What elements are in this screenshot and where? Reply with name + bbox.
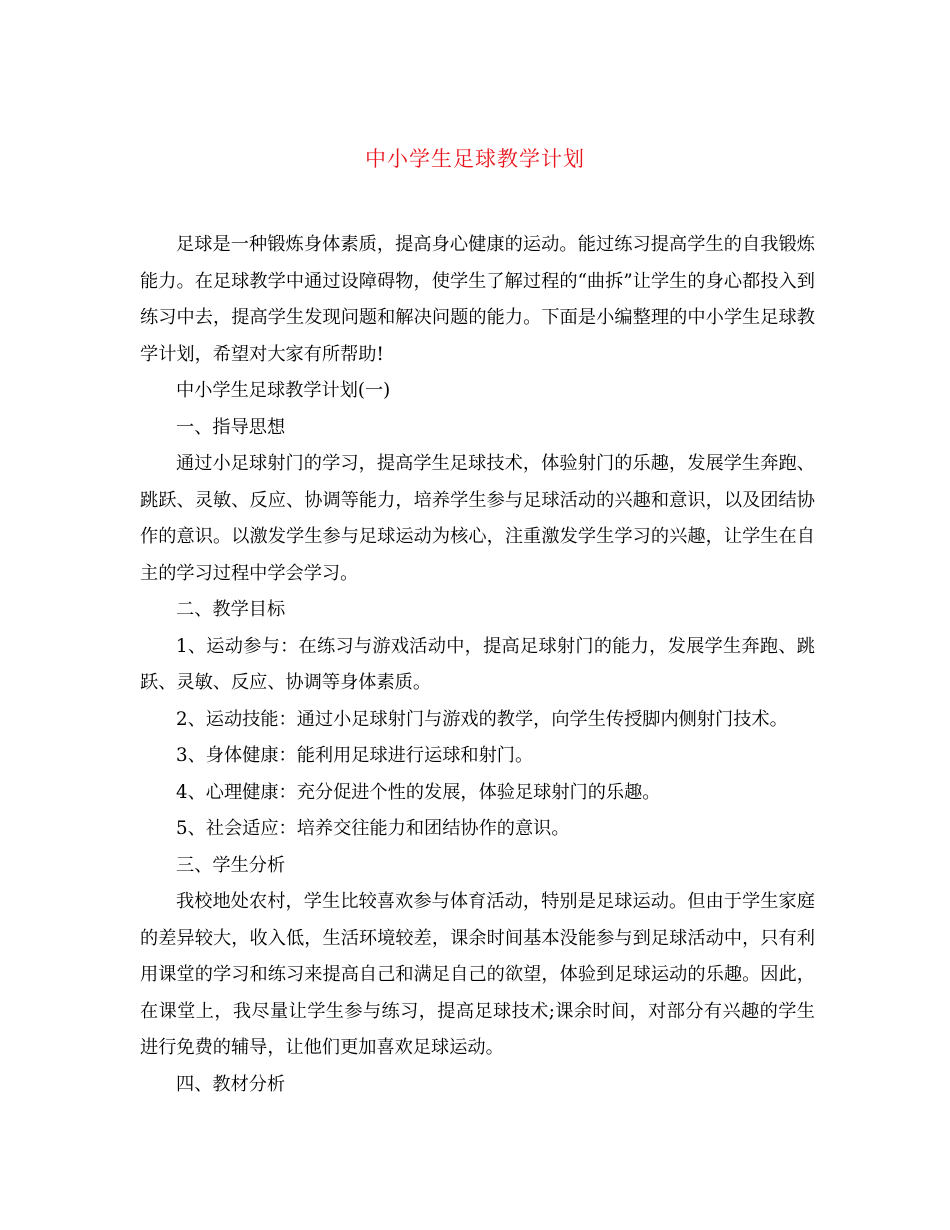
section-heading-guiding-thought: 一、指导思想	[176, 416, 286, 438]
paragraph-student-analysis: 我校地处农村，学生比较喜欢参与体育活动，特别是足球运动。但由于学生家庭的差异较大，收入低，生活环境较差，课余时间基本没能参与到足球活动中，只有利用课堂的学习和练习来提高自己和满足自己的欲望，体验到足球运动的乐趣。因此，在课堂上，我尽量让学生参与练习，提高足球技术;课余时间，对部分有兴趣的学生进行免费的辅导，让他们更加喜欢足球运动。	[140, 891, 815, 1058]
section-heading-plan-1: 中小学生足球教学计划(一)	[176, 380, 391, 401]
section-heading-student-analysis: 三、学生分析	[176, 854, 286, 876]
goal-item-4: 4、心理健康：充分促进个性的发展，体验足球射门的乐趣。	[176, 781, 661, 803]
paragraph-intro: 足球是一种锻炼身体素质，提高身心健康的运动。能过练习提高学生的自我锻炼能力。在足球教学中通过设障碍物，使学生了解过程的“曲拆”让学生的身心都投入到练习中去，提高学生发现问题和解决问题的能力。下面是小编整理的中小学生足球教学计划，希望对大家有所帮助!	[140, 234, 815, 365]
goal-item-5: 5、社会适应：培养交往能力和团结协作的意识。	[176, 818, 570, 839]
document-title: 中小学生足球教学计划	[365, 147, 585, 171]
document-body	[140, 227, 815, 1103]
goal-item-2: 2、运动技能：通过小足球射门与游戏的教学，向学生传授脚内侧射门技术。	[176, 708, 788, 730]
section-heading-teaching-goals: 二、教学目标	[176, 599, 286, 620]
paragraph-guiding-thought: 通过小足球射门的学习，提高学生足球技术，体验射门的乐趣，发展学生奔跑、跳跃、灵敏、反应、协调等能力，培养学生参与足球活动的兴趣和意识，以及团结协作的意识。以激发学生参与足球运动为核心，注重激发学生学习的兴趣，让学生在自主的学习过程中学会学习。	[140, 453, 815, 584]
goal-item-1: 1、运动参与：在练习与游戏活动中，提高足球射门的能力，发展学生奔跑、跳跃、灵敏、反应、协调等身体素质。	[140, 635, 815, 693]
goal-item-3: 3、身体健康：能利用足球进行运球和射门。	[176, 745, 534, 766]
section-heading-material-analysis: 四、教材分析	[176, 1073, 286, 1095]
